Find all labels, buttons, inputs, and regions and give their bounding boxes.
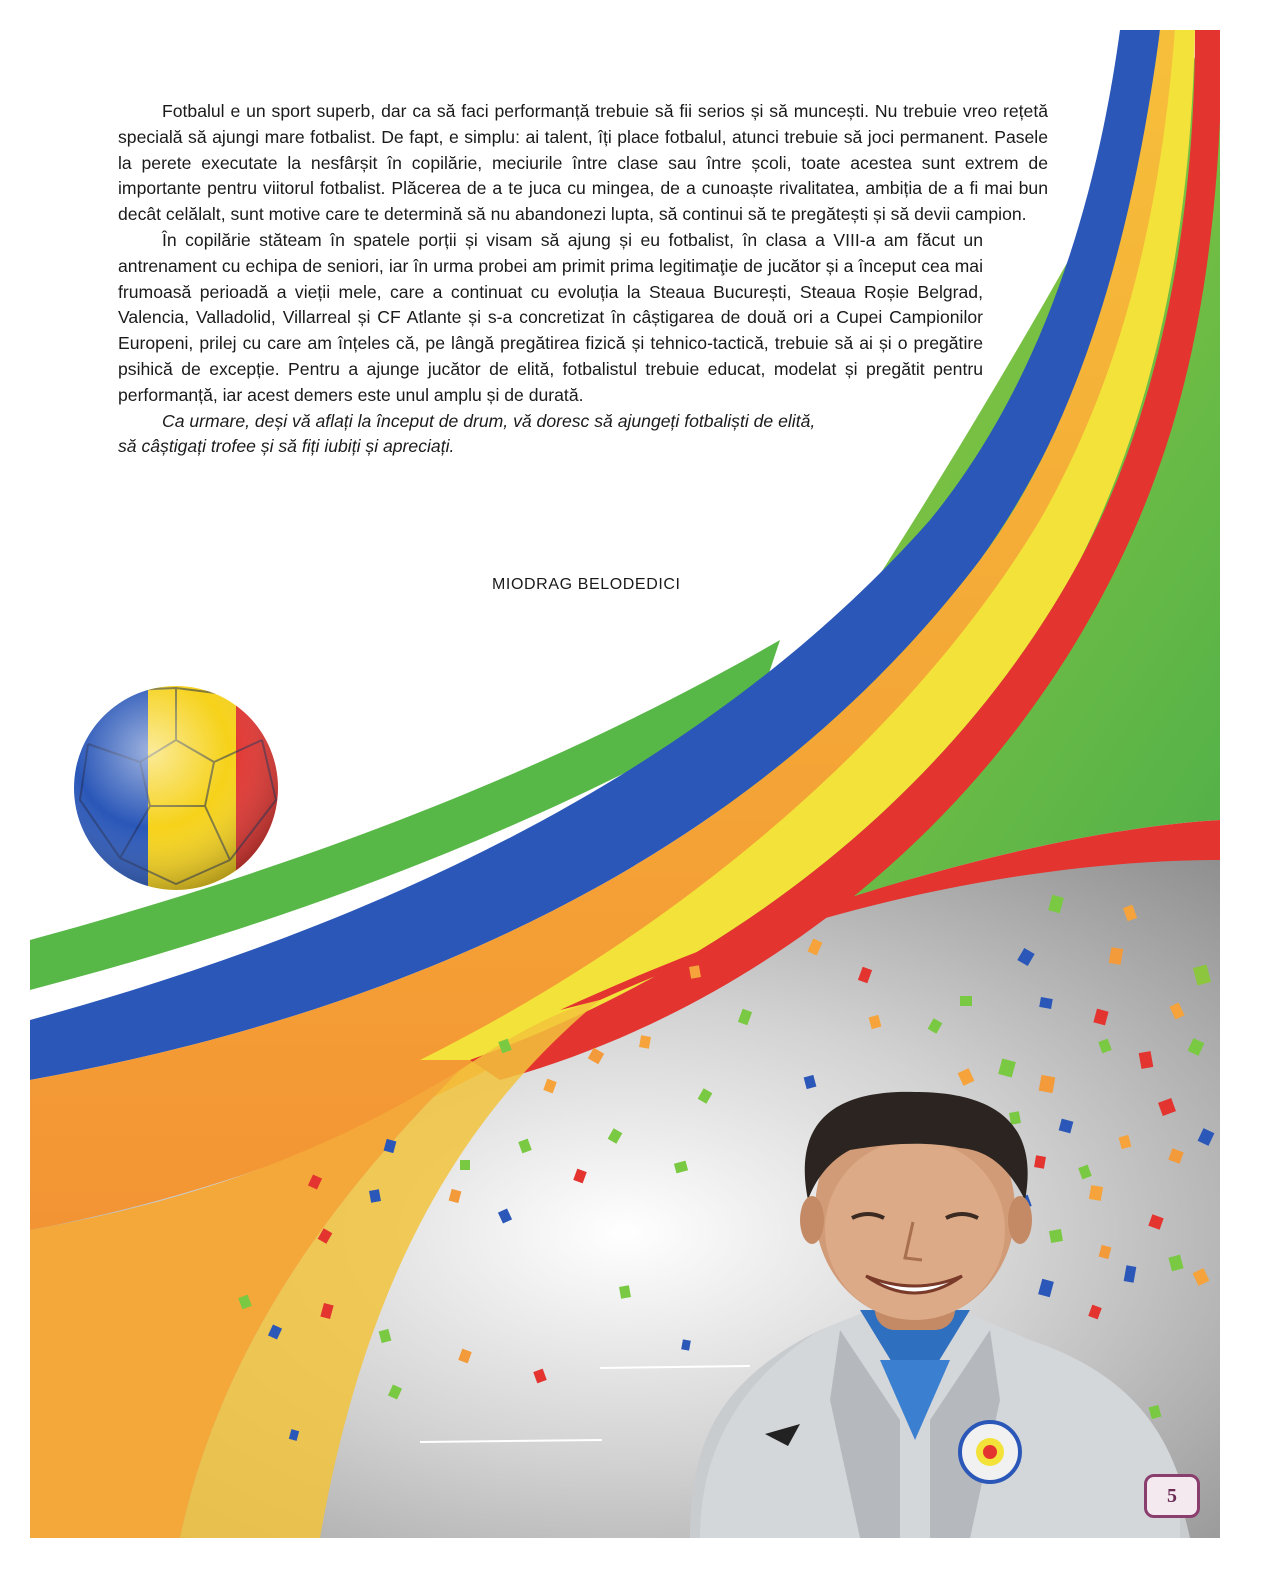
letter-text [118,99,1048,460]
paragraph: Fotbalul e un sport superb, dar ca să faci performanță trebuie să fii serios și să muncești. Nu trebuie vreo rețetă specială să ajungi mare fotbalist. De fapt, e simplu: ai talent, îți place fotbalul, atunci trebuie să joci permanent. Pasele la perete executate la nesfârșit în copilărie, meciurile între clase sau între școli, toate acestea sunt extrem de importante pentru viitorul fotbalist. Plăcerea de a te juca cu mingea, de a cunoaște rivalitatea, ambiția de a fi mai bun decât celălalt, sunt motive care te determină să nu abandonezi lupta, să continui să te pregătești și să devii campion. [118,101,1048,225]
football-ball [70,680,296,900]
signature: MIODRAG BELODEDICI [492,576,681,593]
paragraph: În copilărie stăteam în spatele porții și visam să ajung și eu fotbalist, în clasa a VIII-a am făcut un antrenament cu echipa de seniori, iar în urma probei am primit prima legitimaţie de jucător și a început cea mai frumoasă perioadă a vieții mele, care a continuat cu evoluția la Steaua București, Steaua Roșie Belgrad, Valencia, Valladolid, Villarreal și CF Atlante și s-a concretizat în câștigarea de două ori a Cupei Campionilor Europeni, prilej cu care am înțeles că, pe lângă pregătirea fizică și tehnico-tactică, trebuie să ai și o pregătire psihică de excepție. Pentru a ajunge jucător de elită, fotbalistul trebuie educat, modelat și pregătit pentru performanță, iar acest demers este unul amplu și de durată. [118,229,983,405]
closing-paragraph: Ca urmare, deși vă aflați la început de drum, vă doresc să ajungeți fotbaliști de elită, să câștigați trofee și să fiți iubiți și apreciați. [118,410,816,457]
page-number: 5 [1144,1474,1200,1518]
